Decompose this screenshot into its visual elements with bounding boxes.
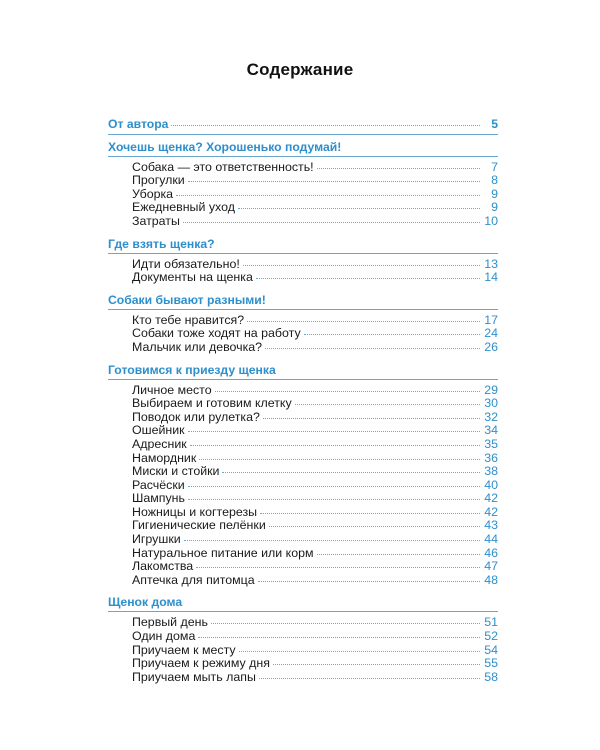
dot-leader bbox=[295, 404, 480, 405]
toc-entry-label: Ошейник bbox=[132, 423, 185, 438]
toc-entry-page: 48 bbox=[484, 572, 498, 587]
toc-entry[interactable] bbox=[108, 657, 498, 671]
toc-entry-page: 54 bbox=[484, 642, 498, 657]
dot-leader bbox=[238, 208, 480, 209]
toc-entry[interactable] bbox=[108, 201, 498, 215]
toc-entry-label: Личное место bbox=[132, 382, 212, 397]
dot-leader bbox=[188, 486, 480, 487]
toc-entry-page: 13 bbox=[484, 256, 498, 271]
toc-entry-label: Адресник bbox=[132, 436, 187, 451]
toc-entry-page: 42 bbox=[484, 504, 498, 519]
dot-leader bbox=[256, 278, 480, 279]
section-heading[interactable]: Щенок дома bbox=[108, 594, 498, 612]
toc-entry[interactable] bbox=[108, 188, 498, 202]
toc-entry-page: 26 bbox=[484, 339, 498, 354]
toc-entry-page: 9 bbox=[491, 186, 498, 201]
toc-entry-page: 17 bbox=[484, 312, 498, 327]
toc-entry[interactable] bbox=[108, 465, 498, 479]
toc-entry[interactable] bbox=[108, 424, 498, 438]
toc-entry[interactable] bbox=[108, 630, 498, 644]
toc-entry-page: 30 bbox=[484, 396, 498, 411]
toc-entry[interactable] bbox=[108, 644, 498, 658]
toc-entry[interactable] bbox=[108, 258, 498, 272]
toc-entry[interactable] bbox=[108, 547, 498, 561]
toc-intro-block bbox=[108, 118, 498, 135]
toc-entry-page: 42 bbox=[484, 491, 498, 506]
toc-entry[interactable] bbox=[108, 327, 498, 341]
toc-entry-label: Мальчик или девочка? bbox=[132, 339, 263, 354]
toc-section-4 bbox=[108, 362, 498, 588]
dot-leader bbox=[222, 472, 480, 473]
toc-entry-page: 5 bbox=[491, 117, 498, 131]
toc-entry[interactable] bbox=[108, 479, 498, 493]
toc-entry-intro[interactable] bbox=[108, 118, 498, 132]
dot-leader bbox=[211, 623, 480, 624]
toc-entry-label: Ножницы и когтерезы bbox=[132, 504, 258, 519]
toc-entry-label: Идти обязательно! bbox=[132, 256, 240, 271]
section-heading[interactable]: Где взять щенка? bbox=[108, 236, 498, 254]
toc-entry-page: 10 bbox=[484, 213, 498, 228]
dot-leader bbox=[239, 651, 480, 652]
toc-entry-page: 29 bbox=[484, 382, 498, 397]
toc-entry-label: От автора bbox=[108, 117, 169, 131]
toc-entry-label: Шампунь bbox=[132, 491, 185, 506]
toc-entry-page: 43 bbox=[484, 518, 498, 533]
toc-entry-page: 46 bbox=[484, 545, 498, 560]
dot-leader bbox=[184, 540, 480, 541]
toc-entry-page: 7 bbox=[491, 159, 498, 174]
toc-entry-label: Намордник bbox=[132, 450, 197, 465]
dot-leader bbox=[263, 418, 480, 419]
toc-entry[interactable] bbox=[108, 574, 498, 588]
dot-leader bbox=[176, 195, 480, 196]
toc-entry-label: Прогулки bbox=[132, 173, 185, 188]
toc-entry-page: 51 bbox=[484, 615, 498, 630]
dot-leader bbox=[196, 567, 480, 568]
toc-entry[interactable] bbox=[108, 438, 498, 452]
toc-entry-page: 36 bbox=[484, 450, 498, 465]
section-gap bbox=[108, 229, 498, 236]
toc-entry-label: Выбираем и готовим клетку bbox=[132, 396, 292, 411]
toc-entry-page: 58 bbox=[484, 669, 498, 684]
toc-entry[interactable] bbox=[108, 506, 498, 520]
dot-leader bbox=[243, 265, 480, 266]
toc-entry[interactable] bbox=[108, 671, 498, 685]
toc-entry[interactable] bbox=[108, 397, 498, 411]
dot-leader bbox=[304, 334, 480, 335]
toc-entry-page: 8 bbox=[491, 173, 498, 188]
toc-entry-page: 14 bbox=[484, 270, 498, 285]
section-gap bbox=[108, 285, 498, 292]
toc-entry-label: Один дома bbox=[132, 629, 196, 644]
dot-leader bbox=[258, 581, 480, 582]
toc-entry[interactable] bbox=[108, 341, 498, 355]
toc-entry-label: Уборка bbox=[132, 186, 174, 201]
toc-entry-label: Затраты bbox=[132, 213, 180, 228]
toc-entry[interactable] bbox=[108, 492, 498, 506]
toc-entry-label: Собаки тоже ходят на работу bbox=[132, 326, 301, 341]
toc-section-1 bbox=[108, 139, 498, 229]
dot-leader bbox=[317, 168, 480, 169]
toc-section-5 bbox=[108, 594, 498, 684]
dot-leader bbox=[188, 499, 480, 500]
toc-entry[interactable] bbox=[108, 271, 498, 285]
toc-entry-label: Собака — это ответственность! bbox=[132, 159, 314, 174]
toc-entry[interactable] bbox=[108, 616, 498, 630]
toc-entry-page: 32 bbox=[484, 409, 498, 424]
toc-entry-page: 47 bbox=[484, 559, 498, 574]
section-heading[interactable]: Собаки бывают разными! bbox=[108, 292, 498, 310]
toc-entry[interactable] bbox=[108, 161, 498, 175]
section-heading[interactable]: Хочешь щенка? Хорошенько подумай! bbox=[108, 139, 498, 157]
toc-entry-label: Документы на щенка bbox=[132, 270, 253, 285]
dot-leader bbox=[199, 459, 480, 460]
section-gap bbox=[108, 355, 498, 362]
toc-entry-label: Кто тебе нравится? bbox=[132, 312, 245, 327]
toc-entry-page: 52 bbox=[484, 629, 498, 644]
toc-entry[interactable] bbox=[108, 174, 498, 188]
dot-leader bbox=[188, 431, 480, 432]
dot-leader bbox=[273, 664, 480, 665]
toc-entry[interactable] bbox=[108, 314, 498, 328]
dot-leader bbox=[183, 222, 480, 223]
toc-entry-label: Ежедневный уход bbox=[132, 200, 235, 215]
dot-leader bbox=[260, 513, 480, 514]
toc-entry-label: Приучаем к месту bbox=[132, 642, 236, 657]
toc-entry-label: Первый день bbox=[132, 615, 208, 630]
toc-entry-label: Натуральное питание или корм bbox=[132, 545, 314, 560]
toc-entry-page: 35 bbox=[484, 436, 498, 451]
toc-entry[interactable] bbox=[108, 560, 498, 574]
dot-leader bbox=[188, 181, 480, 182]
section-gap bbox=[108, 587, 498, 594]
page-title: Содержание bbox=[246, 60, 354, 79]
toc-entry[interactable] bbox=[108, 215, 498, 229]
toc-entry-label: Приучаем мыть лапы bbox=[132, 669, 256, 684]
dot-leader bbox=[317, 554, 480, 555]
toc-entry[interactable] bbox=[108, 452, 498, 466]
dot-leader bbox=[198, 637, 480, 638]
toc-entry[interactable] bbox=[108, 519, 498, 533]
dot-leader bbox=[190, 445, 480, 446]
toc-entry-page: 44 bbox=[484, 532, 498, 547]
toc-entry-label: Аптечка для питомца bbox=[132, 572, 255, 587]
dot-leader bbox=[259, 678, 480, 679]
dot-leader bbox=[269, 526, 480, 527]
dot-leader bbox=[171, 125, 480, 126]
toc-entry-label: Миски и стойки bbox=[132, 464, 220, 479]
dot-leader bbox=[215, 391, 480, 392]
dot-leader bbox=[265, 348, 480, 349]
toc-section-2 bbox=[108, 236, 498, 285]
toc-entry-page: 40 bbox=[484, 477, 498, 492]
toc-entry-label: Игрушки bbox=[132, 532, 181, 547]
table-of-contents bbox=[108, 118, 498, 684]
dot-leader bbox=[247, 321, 480, 322]
toc-entry-page: 9 bbox=[491, 200, 498, 215]
toc-entry-page: 55 bbox=[484, 656, 498, 671]
toc-entry-label: Гигиенические пелёнки bbox=[132, 518, 266, 533]
toc-entry[interactable] bbox=[108, 411, 498, 425]
toc-entry-page: 24 bbox=[484, 326, 498, 341]
toc-entry[interactable] bbox=[108, 384, 498, 398]
toc-entry-label: Лакомства bbox=[132, 559, 194, 574]
toc-section-3 bbox=[108, 292, 498, 355]
toc-entry[interactable] bbox=[108, 533, 498, 547]
toc-entry-label: Приучаем к режиму дня bbox=[132, 656, 270, 671]
toc-entry-page: 34 bbox=[484, 423, 498, 438]
toc-entry-label: Поводок или рулетка? bbox=[132, 409, 260, 424]
section-heading[interactable]: Готовимся к приезду щенка bbox=[108, 362, 498, 380]
toc-entry-page: 38 bbox=[484, 464, 498, 479]
toc-entry-label: Расчёски bbox=[132, 477, 185, 492]
